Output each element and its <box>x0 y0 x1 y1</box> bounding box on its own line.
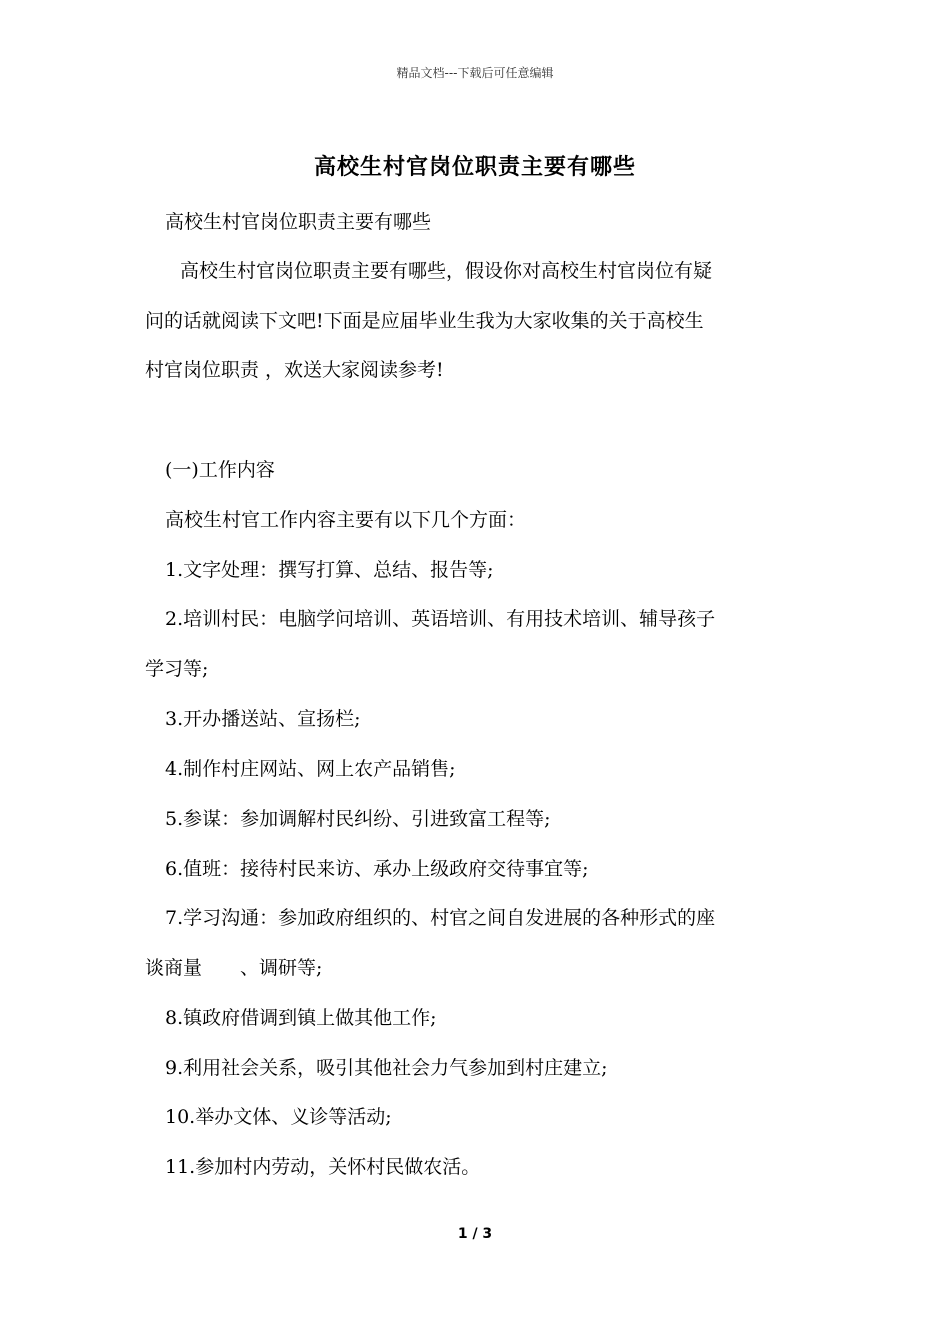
list-item-continuation: 学习等; <box>145 658 209 680</box>
list-item: 6.值班：接待村民来访、承办上级政府交待事宜等; <box>165 858 589 880</box>
intro-line-2: 问的话就阅读下文吧!下面是应届毕业生我为大家收集的关于高校生 <box>145 310 704 332</box>
subtitle: 高校生村官岗位职责主要有哪些 <box>165 211 432 233</box>
list-item: 9.利用社会关系，吸引其他社会力气参加到村庄建立; <box>165 1057 608 1079</box>
list-item: 11.参加村内劳动，关怀村民做农活。 <box>165 1156 481 1178</box>
page-title: 高校生村官岗位职责主要有哪些 <box>313 154 636 180</box>
list-item: 8.镇政府借调到镇上做其他工作; <box>165 1007 437 1029</box>
list-item: 1.文字处理：撰写打算、总结、报告等; <box>165 559 494 581</box>
list-item: 2.培训村民：电脑学问培训、英语培训、有用技术培训、辅导孩子 <box>165 608 716 630</box>
list-item: 3.开办播送站、宣扬栏; <box>165 708 361 730</box>
header-note: 精品文档---下载后可任意编辑 <box>396 66 554 80</box>
page-number: 1 / 3 <box>457 1226 493 1242</box>
section-heading: (一)工作内容 <box>165 459 275 481</box>
list-item: 7.学习沟通：参加政府组织的、村官之间自发进展的各种形式的座 <box>165 907 716 929</box>
list-item: 5.参谋：参加调解村民纠纷、引进致富工程等; <box>165 808 551 830</box>
list-item: 10.举办文体、义诊等活动; <box>165 1106 392 1128</box>
list-item-continuation: 谈商量 、调研等; <box>145 957 323 979</box>
intro-line-1: 高校生村官岗位职责主要有哪些，假设你对高校生村官岗位有疑 <box>180 260 713 282</box>
section-intro: 高校生村官工作内容主要有以下几个方面： <box>165 509 527 531</box>
intro-line-3: 村官岗位职责 ，欢送大家阅读参考! <box>145 359 444 381</box>
list-item: 4.制作村庄网站、网上农产品销售; <box>165 758 456 780</box>
